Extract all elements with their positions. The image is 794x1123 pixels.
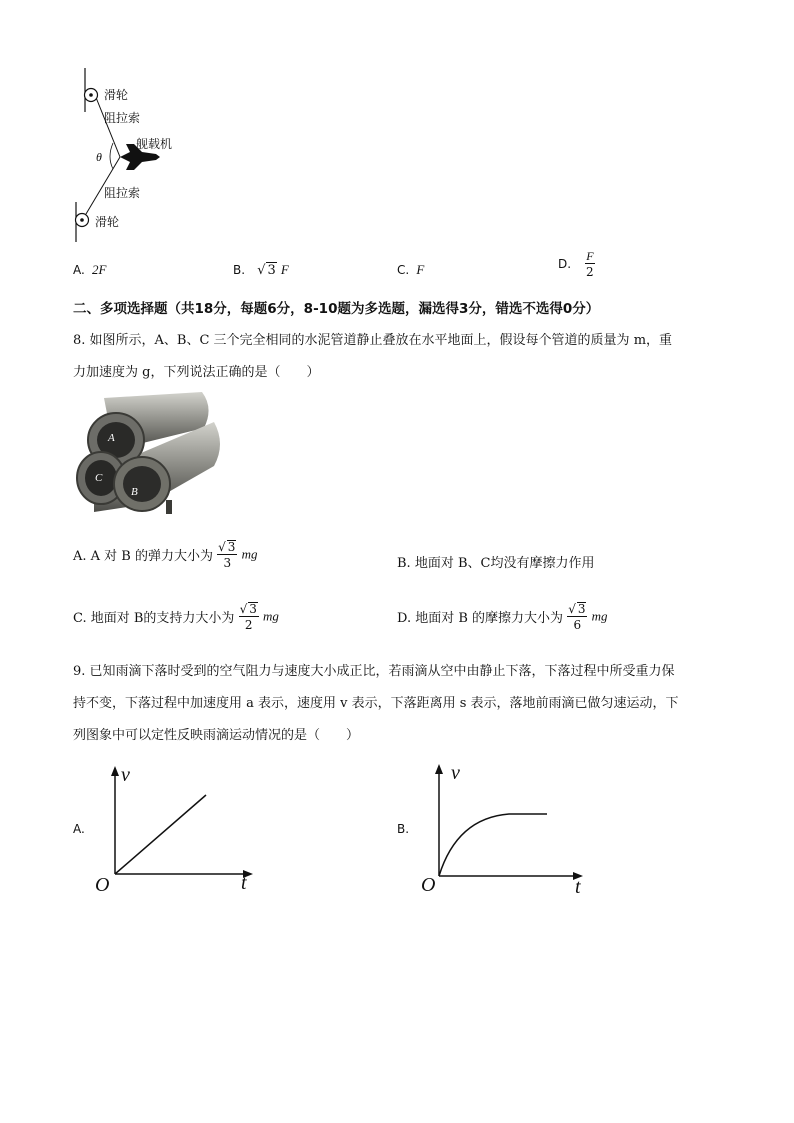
q7-option-b[interactable]	[233, 262, 289, 278]
q8-option-a[interactable]	[73, 540, 257, 569]
option-label: A.	[73, 263, 85, 277]
y-axis-label: v	[451, 762, 460, 784]
fraction-numerator: √ 3	[239, 602, 257, 616]
q9-stem-line1: 9. 已知雨滴下落时受到的空气阻力与速度大小成正比，若雨滴从空中由静止下落，下落过程中所受重力保	[73, 664, 675, 679]
q9-stem-line2: 持不变，下落过程中加速度用 a 表示，速度用 v 表示，下落距离用 s 表示，落地前雨滴已做匀速运动，下	[73, 696, 679, 711]
option-unit: mg	[241, 546, 258, 562]
option-value: 2F	[91, 262, 107, 277]
q9-stem-line3: 列图象中可以定性反映雨滴运动情况的是（ ）	[73, 728, 360, 743]
pulley-bottom-label: 滑轮	[95, 215, 120, 229]
option-text: D. 地面对 B 的摩擦力大小为	[397, 611, 564, 626]
q8-option-b[interactable]: B. 地面对 B、C均没有摩擦力作用	[397, 556, 595, 571]
pipes-photo	[74, 388, 234, 522]
option-label: C.	[397, 263, 410, 277]
q7-option-a[interactable]	[73, 262, 106, 278]
fraction-numerator: F	[586, 249, 594, 263]
y-arrow-icon	[111, 766, 119, 776]
pipe-b-label: B	[131, 486, 138, 498]
pipe-b	[114, 457, 170, 511]
sqrt-icon: √	[239, 602, 248, 616]
fraction-denominator: 2	[586, 265, 594, 279]
sqrt-icon: √	[568, 602, 576, 616]
option-unit: mg	[591, 608, 608, 624]
option-value: F	[416, 262, 425, 277]
theta-label: θ	[96, 150, 102, 164]
rope-top-label: 阻拉索	[104, 111, 141, 125]
jet-label: 舰载机	[136, 137, 173, 151]
option-unit: mg	[263, 608, 279, 624]
option-label: B.	[397, 822, 410, 836]
origin-label: O	[95, 874, 110, 896]
q9-option-a[interactable]	[73, 762, 273, 902]
curve	[439, 814, 547, 876]
rope-upper	[95, 95, 120, 157]
option-text: A. A 对 B 的弹力大小为	[73, 549, 213, 564]
pulley-top-icon	[85, 89, 98, 102]
graph-b	[417, 762, 597, 892]
fraction-numerator: √ 3	[568, 602, 586, 616]
y-arrow-icon	[435, 764, 443, 774]
pipe-a-label: A	[108, 432, 115, 444]
fraction-numerator: √ 3	[218, 540, 236, 554]
x-axis-label: t	[575, 876, 581, 898]
fraction-denominator: 6	[573, 618, 582, 632]
pipe-c-label: C	[95, 472, 103, 484]
q8-option-c[interactable]	[73, 602, 279, 631]
curve	[115, 795, 206, 874]
option-label: D.	[558, 257, 572, 271]
x-axis-label: t	[241, 872, 247, 894]
fraction-denominator: 3	[223, 556, 232, 570]
q7-option-c[interactable]	[397, 262, 424, 278]
option-var: F	[280, 262, 289, 277]
y-axis-label: v	[121, 764, 130, 786]
q8-stem-line1: 8. 如图所示，A、B、C 三个完全相同的水泥管道静止叠放在水平地面上，假设每个管道的质量为 m，重	[73, 333, 673, 348]
option-text: C. 地面对 B的支持力大小为	[73, 611, 235, 626]
option-root: 3	[267, 263, 276, 278]
option-label: A.	[73, 822, 85, 836]
q8-option-d[interactable]	[397, 602, 608, 631]
q9-option-b[interactable]	[397, 762, 597, 902]
rope-bottom-label: 阻拉索	[104, 186, 141, 200]
option-label: B.	[233, 263, 246, 277]
sqrt-icon: √	[257, 263, 266, 278]
pulley-bottom-icon	[76, 214, 89, 227]
q7-figure	[60, 62, 200, 244]
angle-arc	[110, 143, 113, 169]
q8-stem-line2: 力加速度为 g，下列说法正确的是（ ）	[73, 365, 320, 380]
origin-label: O	[421, 874, 436, 896]
fraction-denominator: 2	[244, 618, 253, 632]
section-title: 二、多项选择题（共18分，每题6分，8-10题为多选题，漏选得3分，错选不选得0分）	[73, 301, 600, 317]
pulley-top-label: 滑轮	[104, 88, 129, 102]
sqrt-icon: √	[218, 540, 226, 554]
q7-option-d[interactable]	[558, 250, 595, 278]
